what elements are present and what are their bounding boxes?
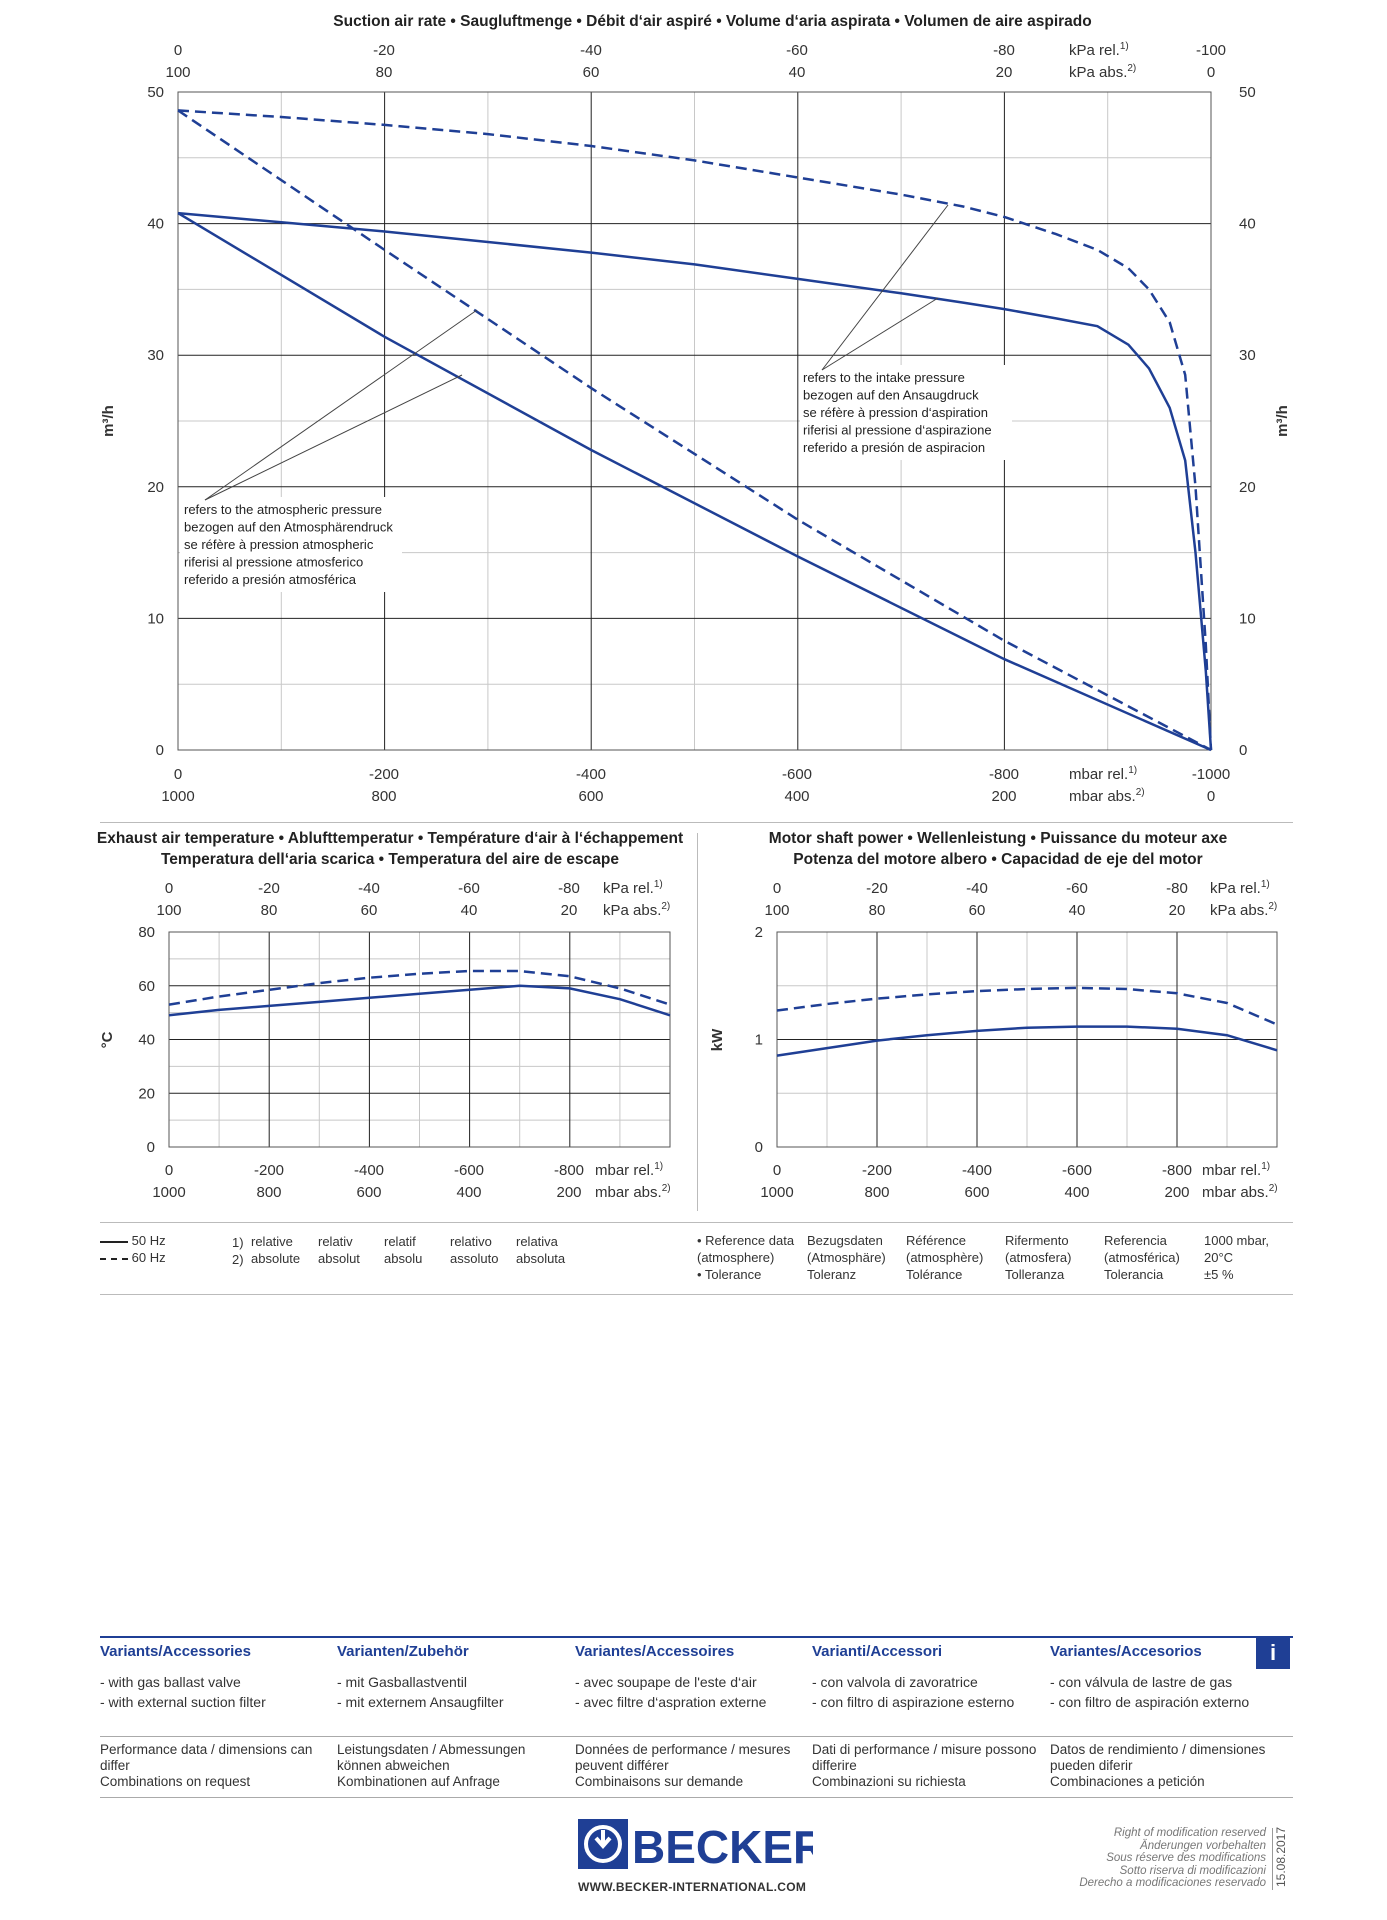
- variants-heading: Variantes/Accessoires: [575, 1643, 735, 1660]
- reference-data-cell: 20°C: [1204, 1250, 1234, 1265]
- bottom-rel-unit: mbar rel.$^{1)}$: [1069, 765, 1138, 783]
- bottom-abs-unit: mbar abs.$^{2)}$: [1069, 787, 1145, 805]
- temp-bottom-rel-unit: mbar rel.$^{1)}$: [595, 1161, 664, 1179]
- bottom-abs-tick: 1000: [161, 788, 195, 805]
- note-intake-line: se réfère à pression d‘aspiration: [803, 405, 988, 420]
- temp-bottom-rel-tick: -800: [553, 1162, 585, 1179]
- reference-data-cell: Tolérance: [906, 1267, 963, 1282]
- bottom-rel-tick: -200: [368, 766, 400, 783]
- temp-bottom-rel-tick: -600: [453, 1162, 485, 1179]
- temp-bottom-abs-tick: 400: [456, 1184, 482, 1201]
- reference-data-cell: (atmosfera): [1005, 1250, 1072, 1265]
- reference-data-cell: Rifermento: [1005, 1233, 1069, 1248]
- becker-brand-text: BECKER: [632, 1821, 813, 1872]
- main-y-tick-right: 50: [1239, 84, 1256, 101]
- temp-top-rel-tick: -60: [458, 880, 480, 897]
- power-y-tick-left: 2: [754, 924, 763, 941]
- divider-charts: [697, 833, 698, 1211]
- note-atm-line: riferisi al pressione atmosferico: [184, 554, 364, 570]
- suction-air-rate-chart: [0, 0, 1387, 830]
- temp-bottom-abs-tick: 800: [256, 1184, 282, 1201]
- variants-mid-rule: [100, 1736, 1293, 1737]
- footnote-relative-term: relative: [251, 1234, 293, 1249]
- power-top-rel-unit-sup: 1): [1260, 879, 1270, 890]
- reference-data-cell: Référence: [906, 1233, 966, 1248]
- power-y-tick-left: 0: [754, 1139, 763, 1156]
- legend-50hz: [100, 1233, 166, 1248]
- rights-line: Sous réserve des modifications: [1106, 1852, 1266, 1864]
- power-bottom-abs-unit-sup: 2): [1268, 1183, 1278, 1194]
- reference-data-cell: Tolleranza: [1005, 1267, 1065, 1282]
- main-y-tick-right: 20: [1239, 478, 1256, 496]
- power-top-rel-tick: -60: [1066, 880, 1088, 897]
- power-bottom-abs-tick: 1000: [760, 1184, 794, 1201]
- power-top-rel-unit: kPa rel.$^{1)}$: [1210, 879, 1270, 897]
- variant-item: - avec soupape de l'este d‘air: [575, 1674, 757, 1690]
- footer-date: 15.08.2017: [1274, 1826, 1288, 1888]
- reference-data-cell: Referencia: [1104, 1233, 1167, 1248]
- footnote-relative-term: relatif: [384, 1234, 416, 1249]
- main-y-tick-right: 30: [1239, 347, 1256, 365]
- performance-note: Performance data / dimensions can differ Combinations on request: [100, 1742, 313, 1789]
- variant-item: - mit Gasballastventil: [337, 1674, 467, 1690]
- top-abs-tick: 40: [788, 64, 806, 81]
- variants-heading: Variants/Accessories: [100, 1643, 251, 1660]
- power-bottom-rel-unit-sup: 1): [1261, 1161, 1271, 1172]
- bottom-abs-tick: 600: [578, 788, 604, 805]
- temp-top-abs-tick: 100: [156, 902, 182, 919]
- temp-top-abs-unit-sup: 2): [661, 901, 671, 912]
- variant-item: - con filtro de aspiración externo: [1050, 1694, 1250, 1710]
- temp-bottom-rel-tick: 0: [164, 1162, 174, 1179]
- bottom-rel-tick: -600: [781, 766, 813, 783]
- power-y-tick-left: 1: [754, 1031, 763, 1049]
- power-bottom-abs-unit: mbar abs.$^{2)}$: [1202, 1183, 1278, 1201]
- temp-bottom-rel-tick: -400: [353, 1162, 385, 1179]
- note-intake-line: riferisi al pressione d‘aspirazione: [803, 422, 992, 438]
- variant-item: - with gas ballast valve: [100, 1674, 241, 1690]
- bottom-rel-tick: 0: [173, 766, 183, 783]
- temp-y-tick-left: 0: [146, 1139, 155, 1156]
- reference-data-cell: Tolerancia: [1104, 1267, 1164, 1282]
- leader-intake-60hz: [822, 205, 948, 370]
- power-title-line1: Motor shaft power • Wellenleistung • Puissance du moteur axe: [768, 830, 1228, 847]
- temp-top-abs-unit: kPa abs.$^{2)}$: [603, 901, 671, 919]
- note-atm-line: bezogen auf den Atmosphärendruck: [184, 519, 393, 535]
- top-abs-tick: 80: [375, 64, 393, 81]
- bottom-abs-tick: 200: [991, 788, 1017, 805]
- main-y-tick-left: 0: [155, 742, 164, 759]
- power-top-rel-tick: -40: [966, 880, 988, 897]
- power-top-abs-tick: 100: [764, 902, 790, 919]
- note-intake-line: bezogen auf den Ansaugdruck: [803, 387, 979, 403]
- performance-note: Datos de rendimiento / dimensiones pueden diferir Combinaciones a petición: [1050, 1742, 1266, 1789]
- temp-y-axis-label: °C: [99, 1031, 116, 1049]
- power-top-rel-tick: 0: [772, 880, 782, 897]
- dashed-line-swatch: [100, 1258, 128, 1260]
- power-bottom-rel-tick: -600: [1061, 1162, 1093, 1179]
- becker-logo-mark: [578, 1816, 813, 1872]
- note-intake-line: referido a presión de aspiracion: [803, 440, 986, 455]
- reference-data-cell: (atmosphère): [906, 1250, 984, 1265]
- bottom-rel-tick: -800: [988, 766, 1020, 783]
- main-y-tick-right: 0: [1239, 742, 1248, 759]
- power-bottom-abs-tick: 600: [964, 1184, 990, 1201]
- temp-top-rel-tick: -40: [358, 880, 380, 897]
- rights-line: Änderungen vorbehalten: [1140, 1839, 1266, 1852]
- temp-title-line1: Exhaust air temperature • Ablufttemperatur • Température d‘air à l‘échappement: [96, 830, 684, 847]
- reference-data-cell: (Atmosphäre): [807, 1250, 886, 1265]
- top-abs-unit: kPa abs.$^{2)}$: [1069, 63, 1137, 81]
- rights-line: Sotto riserva di modificazioni: [1119, 1864, 1266, 1877]
- temp-y-tick-left: 40: [138, 1031, 155, 1049]
- temp-top-rel-tick: -80: [558, 880, 580, 897]
- reference-data-cell: ±5 %: [1204, 1267, 1234, 1282]
- footnote-absolute-term: absolut: [318, 1251, 360, 1266]
- power-top-abs-unit-sup: 2): [1268, 901, 1278, 912]
- power-bottom-abs-tick: 400: [1064, 1184, 1090, 1201]
- footer-url[interactable]: WWW.BECKER-INTERNATIONAL.COM: [578, 1880, 807, 1894]
- note-atm-line: se réfère à pression atmospheric: [184, 537, 374, 552]
- divider-legend-top: [100, 1222, 1293, 1223]
- temp-top-abs-tick: 20: [560, 902, 578, 919]
- power-top-abs-unit: kPa abs.$^{2)}$: [1210, 901, 1278, 919]
- leader-intake-50hz: [822, 298, 938, 370]
- bottom-rel-tick: -1000: [1191, 766, 1231, 783]
- temp-top-abs-tick: 60: [360, 902, 378, 919]
- power-bottom-rel-unit: mbar rel.$^{1)}$: [1202, 1161, 1271, 1179]
- temp-top-rel-unit-sup: 1): [653, 879, 663, 890]
- reference-data-cell: • Tolerance: [697, 1267, 762, 1282]
- bottom-rel-tick: -400: [575, 766, 607, 783]
- leader-atm-60hz: [205, 310, 477, 500]
- bottom-abs-tick: 0: [1206, 788, 1216, 805]
- main-chart-title: Suction air rate • Saugluftmenge • Débit d‘air aspiré • Volume d‘aria aspirata • Volumen de aire aspirado: [333, 13, 1092, 30]
- top-abs-tick: 100: [165, 64, 191, 81]
- temp-bottom-rel-unit-sup: 1): [654, 1161, 664, 1172]
- footnote-numbers: [232, 1234, 244, 1268]
- becker-logo: [578, 1816, 813, 1872]
- bottom-abs-tick: 800: [371, 788, 397, 805]
- power-title-line2: Potenza del motore albero • Capacidad de eje del motor: [793, 851, 1203, 868]
- variant-item: - with external suction filter: [100, 1694, 266, 1710]
- performance-note: Données de performance / mesures peuvent différer Combinaisons sur demande: [575, 1742, 791, 1789]
- power-top-rel-tick: -20: [866, 880, 888, 897]
- temp-top-abs-tick: 40: [460, 902, 478, 919]
- reference-data-cell: Toleranz: [807, 1267, 857, 1282]
- legend-60hz: [100, 1250, 166, 1265]
- footnote-relative-term: relativ: [318, 1234, 353, 1249]
- note-intake-line: refers to the intake pressure: [803, 370, 965, 385]
- footnote-absolute-term: assoluto: [450, 1251, 499, 1266]
- performance-note: Leistungsdaten / Abmessungen können abweichen Kombinationen auf Anfrage: [337, 1742, 526, 1789]
- rights-divider: [1272, 1828, 1273, 1890]
- power-y-axis-label: kW: [709, 1028, 726, 1052]
- power-bottom-abs-tick: 800: [864, 1184, 890, 1201]
- top-rel-tick: -100: [1195, 42, 1227, 59]
- power-top-rel-tick: -80: [1166, 880, 1188, 897]
- divider-legend-bottom: [100, 1294, 1293, 1295]
- bottom-abs-tick: 400: [784, 788, 810, 805]
- temp-bottom-abs-tick: 600: [356, 1184, 382, 1201]
- variant-item: - con valvola di zavoratrice: [812, 1674, 978, 1690]
- top-rel-tick: 0: [173, 42, 183, 59]
- variants-top-rule: [100, 1636, 1293, 1638]
- top-rel-tick: -20: [373, 42, 395, 59]
- note-atm-line: refers to the atmospheric pressure: [184, 502, 382, 517]
- variants-heading: Varianten/Zubehör: [337, 1643, 469, 1660]
- rights-line: Right of modification reserved: [1113, 1827, 1266, 1839]
- temp-bottom-abs-tick: 200: [556, 1184, 582, 1201]
- y-axis-label-right: m³/h: [1274, 405, 1291, 437]
- reference-data-cell: (atmosphere): [697, 1250, 775, 1265]
- temp-bottom-rel-tick: -200: [253, 1162, 285, 1179]
- top-abs-tick: 0: [1206, 64, 1216, 81]
- footnote-absolute-term: absolute: [251, 1251, 301, 1266]
- temp-top-rel-tick: -20: [258, 880, 280, 897]
- variants-bottom-rule: [100, 1797, 1293, 1798]
- variants-heading: Varianti/Accessori: [812, 1643, 943, 1660]
- top-abs-tick: 20: [995, 64, 1013, 81]
- performance-note: Dati di performance / misure possono differire Combinazioni su richiesta: [812, 1742, 1037, 1789]
- power-top-abs-tick: 20: [1168, 902, 1186, 919]
- divider-main: [100, 822, 1293, 823]
- temp-top-abs-tick: 80: [260, 902, 278, 919]
- leader-atm-50hz: [205, 375, 462, 500]
- variant-item: - avec filtre d‘aspration externe: [575, 1694, 767, 1710]
- motor-shaft-power-chart: [690, 820, 1310, 1220]
- power-top-abs-tick: 60: [968, 902, 986, 919]
- power-top-abs-tick: 40: [1068, 902, 1086, 919]
- power-bottom-rel-tick: -800: [1161, 1162, 1193, 1179]
- power-bottom-abs-tick: 200: [1164, 1184, 1190, 1201]
- reference-data-cell: (atmosférica): [1104, 1250, 1180, 1265]
- reference-data-cell: • Reference data: [697, 1233, 795, 1248]
- solid-line-swatch: [100, 1241, 128, 1243]
- legend-50hz-label: 50 Hz: [131, 1233, 166, 1248]
- temp-top-rel-tick: 0: [164, 880, 174, 897]
- main-y-tick-left: 10: [147, 610, 164, 628]
- reference-data-cell: 1000 mbar,: [1204, 1233, 1270, 1248]
- footnote-1-number: 1): [232, 1235, 244, 1250]
- footnote-relative-term: relativa: [516, 1234, 558, 1249]
- exhaust-temperature-chart: [0, 820, 700, 1220]
- top-rel-unit-sup: 1): [1119, 41, 1129, 52]
- footnote-absolute-term: absolu: [384, 1251, 423, 1266]
- top-abs-unit-sup: 2): [1127, 63, 1137, 74]
- temp-bottom-abs-unit-sup: 2): [661, 1183, 671, 1194]
- power-bottom-rel-tick: -200: [861, 1162, 893, 1179]
- variant-item: - mit externem Ansaugfilter: [337, 1694, 504, 1710]
- temp-bottom-abs-tick: 1000: [152, 1184, 186, 1201]
- reference-data-cell: Bezugsdaten: [807, 1233, 883, 1248]
- top-abs-tick: 60: [582, 64, 600, 81]
- temp-y-tick-left: 60: [138, 977, 155, 995]
- footnote-2-number: 2): [232, 1252, 244, 1267]
- rights-line: Derecho a modificaciones reservado: [1079, 1877, 1266, 1889]
- power-bottom-rel-tick: -400: [961, 1162, 993, 1179]
- temp-y-tick-left: 20: [138, 1085, 155, 1103]
- temp-top-rel-unit: kPa rel.$^{1)}$: [603, 879, 663, 897]
- main-y-tick-left: 40: [147, 215, 164, 233]
- legend-60hz-label: 60 Hz: [131, 1250, 166, 1265]
- main-y-tick-left: 20: [147, 478, 164, 496]
- temp-y-tick-left: 80: [138, 924, 155, 941]
- top-rel-tick: -40: [580, 42, 602, 59]
- bottom-rel-unit-sup: 1): [1128, 765, 1138, 776]
- y-axis-label-left: m³/h: [100, 405, 117, 437]
- main-y-tick-left: 50: [147, 84, 164, 101]
- variant-item: - con válvula de lastre de gas: [1050, 1674, 1233, 1690]
- power-bottom-rel-tick: 0: [772, 1162, 782, 1179]
- power-top-abs-tick: 80: [868, 902, 886, 919]
- main-y-tick-right: 10: [1239, 610, 1256, 628]
- main-y-tick-left: 30: [147, 347, 164, 365]
- info-badge: i: [1256, 1637, 1290, 1669]
- top-rel-tick: -60: [786, 42, 808, 59]
- top-rel-tick: -80: [993, 42, 1015, 59]
- top-rel-unit: kPa rel.$^{1)}$: [1069, 41, 1129, 59]
- variant-item: - con filtro di aspirazione esterno: [812, 1694, 1015, 1710]
- bottom-abs-unit-sup: 2): [1135, 787, 1145, 798]
- footnote-relative-term: relativo: [450, 1234, 492, 1249]
- temp-title-line2: Temperatura dell‘aria scarica • Temperatura del aire de escape: [160, 851, 620, 868]
- temp-bottom-abs-unit: mbar abs.$^{2)}$: [595, 1183, 671, 1201]
- variants-heading: Variantes/Accesorios: [1050, 1643, 1202, 1660]
- note-atm-line: referido a presión atmosférica: [184, 572, 356, 587]
- main-y-tick-right: 40: [1239, 215, 1256, 233]
- footnote-absolute-term: absoluta: [516, 1251, 566, 1266]
